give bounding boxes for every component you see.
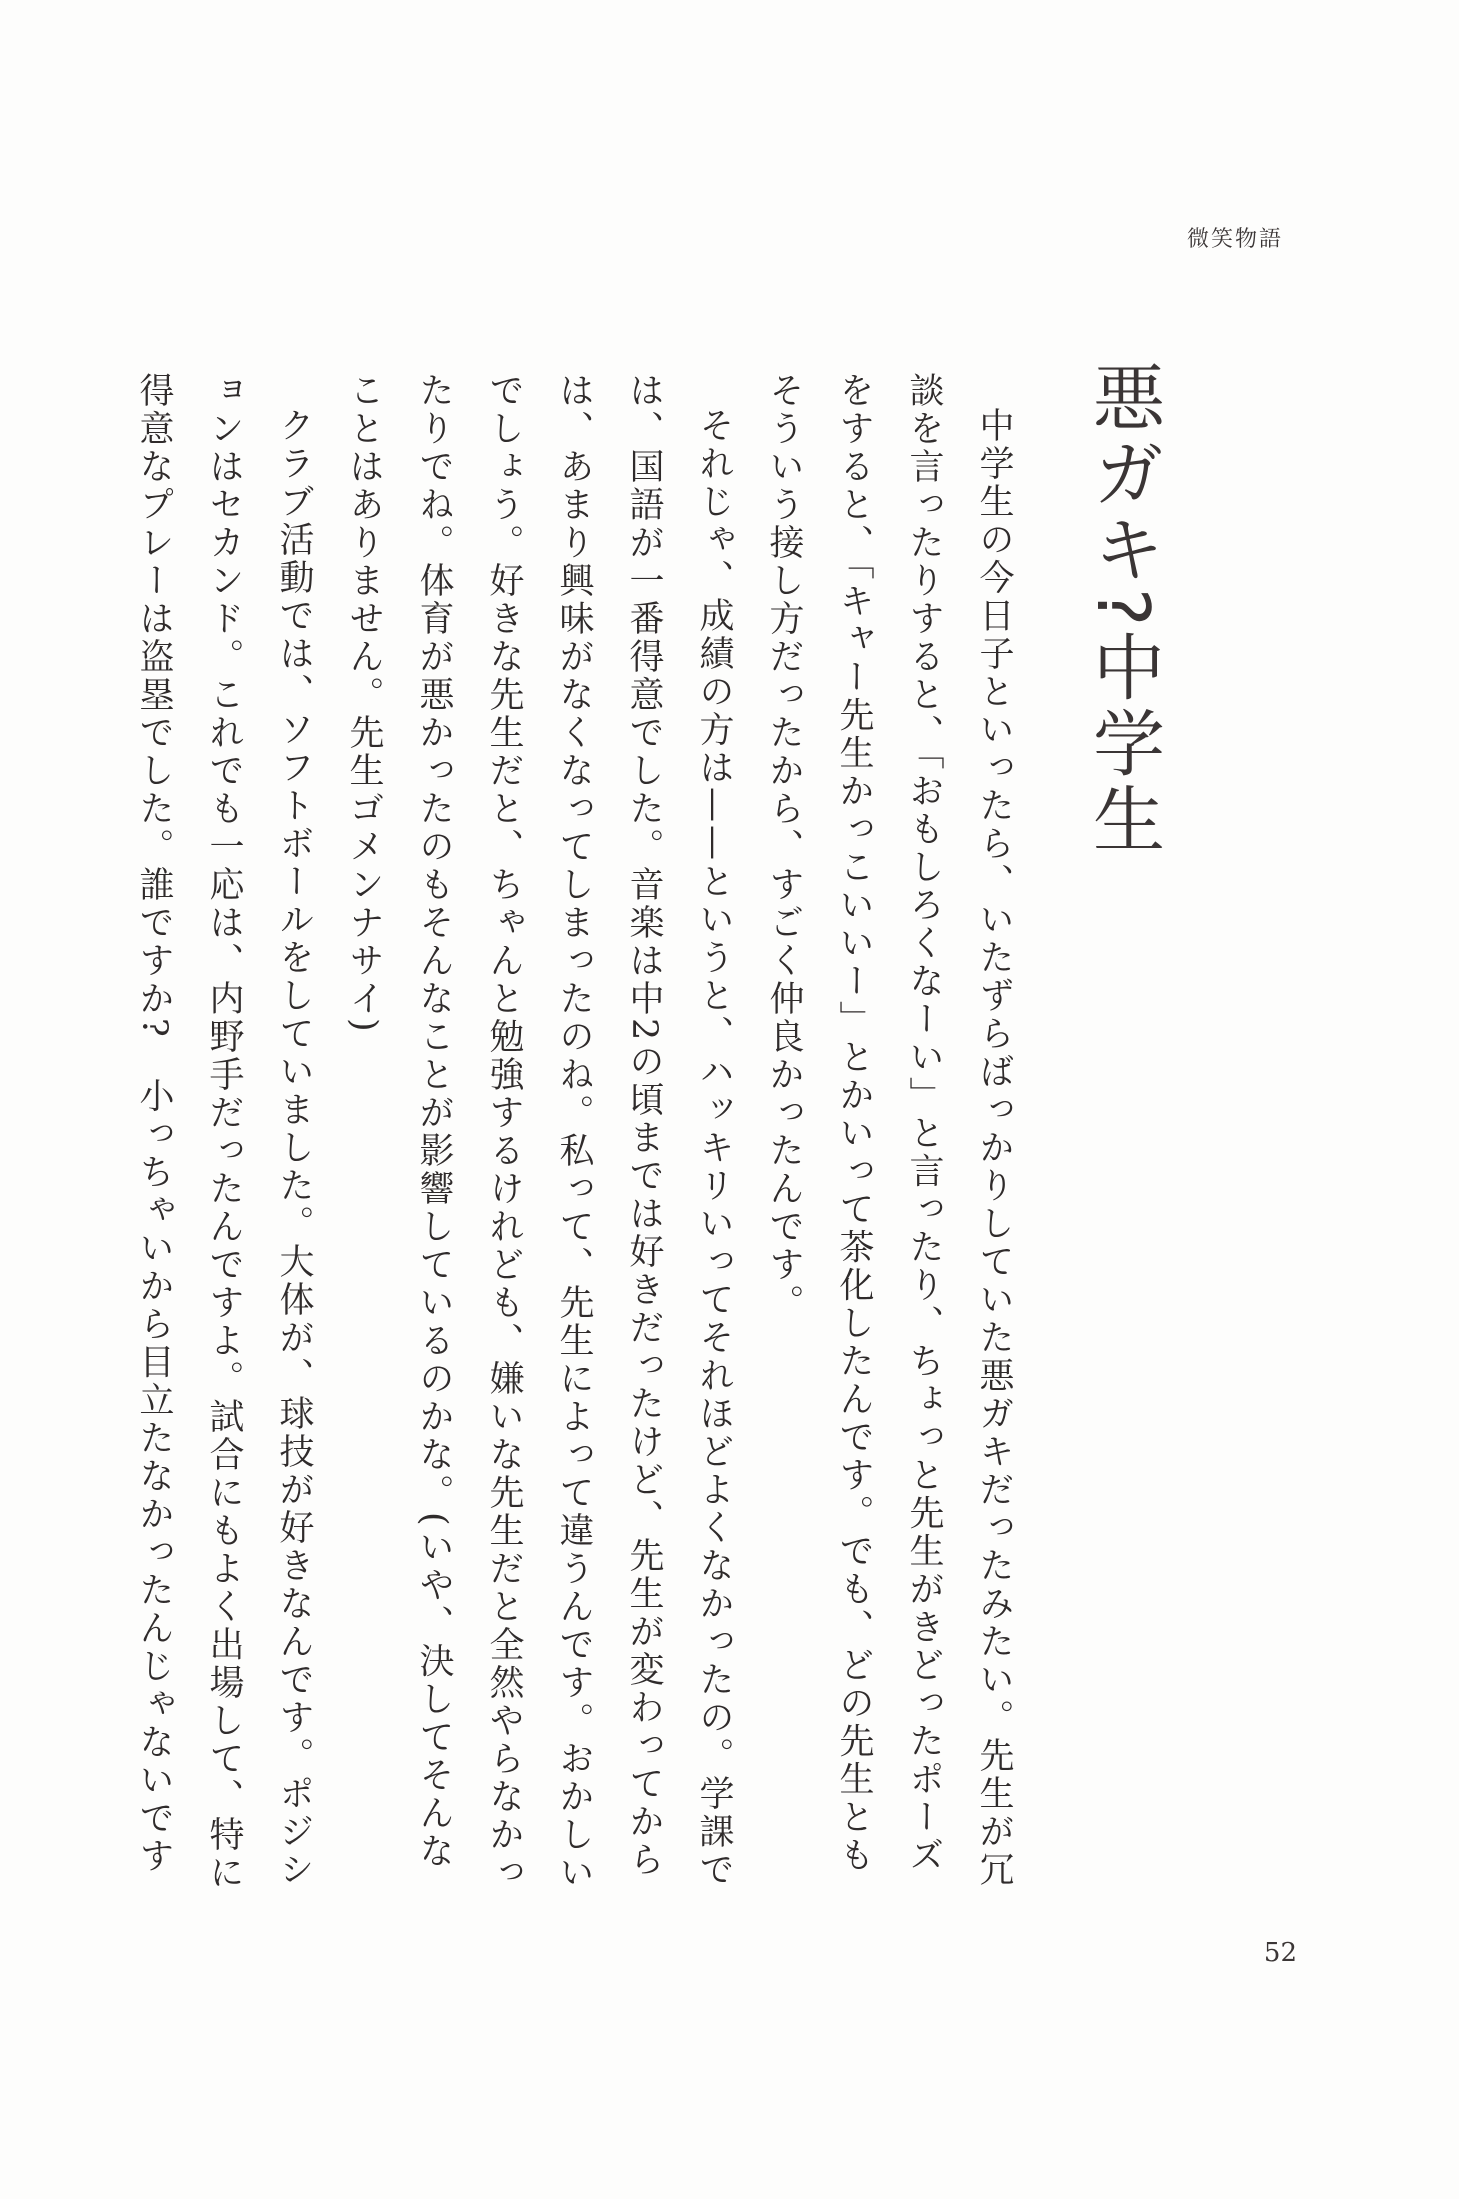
chapter-title: 悪ガキ?中学生 [1081,360,1165,859]
paragraph-2: それじゃ、成績の方は——というと、ハッキリいってそれほどよくなかったの。学課では、国語が一番得意でした。音楽は中2の頃までは好きだったけど、先生が変わってからは、あまり興味がなくなってしまったのね。私って、先生によって違うんです。おかしいでしょう。好きな先生だと、ちゃんと勉強するけれども、嫌いな先生だと全然やらなかったりでね。体育が悪かったのもそんなことが影響しているのかな。(いや、決してそんなことはありません。先生ゴメンナサイ) [344,372,734,1892]
running-head: 微笑物語 [1186,227,1283,252]
page-number: 52 [1263,1938,1297,1968]
body-text [119,372,1029,1902]
paragraph-1: 中学生の今日子といったら、いたずらばっかりしていた悪ガキだったみたい。先生が冗談を言ったりすると、「おもしろくなーい」と言ったり、ちょっと先生がきどったポーズをすると、「キャー先生かっこいいー」とかいって茶化したんです。でも、どの先生ともそういう接し方だったから、すごく仲良かったんです。 [764,372,1014,1889]
paragraph-3: クラブ活動では、ソフトボールをしていました。大体が、球技が好きなんです。ポジションはセカンド。これでも一応は、内野手だったんですよ。試合にもよく出場して、特に得意なプレーは盗塁でした。誰ですか? 小っちゃいから目立たなかったんじゃないです [134,372,314,1892]
